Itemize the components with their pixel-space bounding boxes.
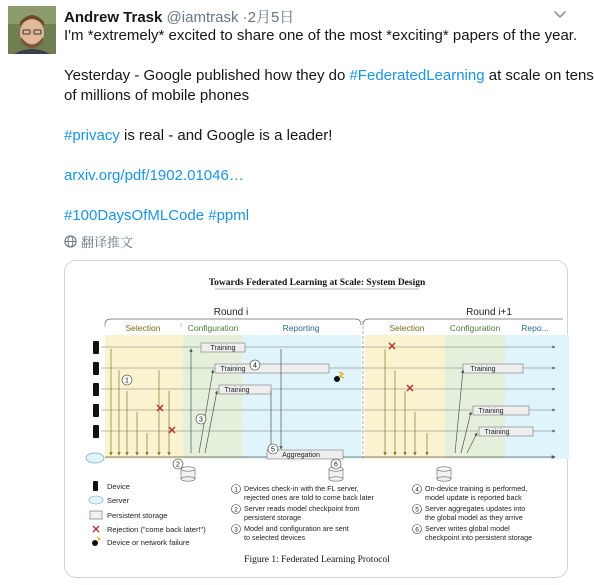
round-i-label: Round i (213, 307, 249, 318)
note-2a: Server reads model checkpoint from (244, 504, 360, 513)
figure-legend (89, 481, 206, 547)
translate-label: 翻译推文 (81, 234, 134, 250)
svg-text:2: 2 (176, 461, 180, 469)
globe-icon (64, 235, 77, 248)
svg-text:1: 1 (125, 377, 129, 385)
legend-device: Device (107, 482, 130, 491)
author-name[interactable]: Andrew Trask (64, 9, 163, 26)
tweet-line-2b: of millions of mobile phones (64, 87, 250, 104)
hashtag-100days[interactable]: #100DaysOfMLCode (64, 207, 205, 224)
hashtag-ppml[interactable]: #ppml (208, 207, 250, 224)
avatar[interactable] (8, 6, 56, 54)
device-icon (93, 383, 99, 396)
legend-server: Server (107, 496, 130, 505)
training-label: Training (484, 429, 510, 436)
phase-reporting-label: Reporting (282, 323, 320, 333)
note-6a: Server writes global model (425, 524, 510, 533)
translate-tweet[interactable] (64, 232, 133, 250)
note-5b: the global model as they arrive (425, 513, 523, 522)
author-handle[interactable]: @iamtrask (166, 9, 239, 26)
figure-notes (232, 484, 533, 542)
tweet-text-segment: Yesterday - Google published how they do (64, 67, 350, 84)
phase-reporting-label-2: Repo... (521, 323, 549, 333)
caret-down-icon[interactable] (552, 6, 568, 22)
tweet-line-1: I'm *extremely* excited to share one of the most *exciting* papers of the year. (64, 27, 578, 44)
federated-learning-diagram (65, 261, 569, 579)
device-icon (93, 341, 99, 354)
tweet-time[interactable]: 2月5日 (247, 9, 295, 26)
figure-title: Towards Federated Learning at Scale: System Design (208, 278, 426, 288)
paper-link[interactable]: arxiv.org/pdf/1902.01046… (64, 167, 244, 184)
svg-text:1: 1 (234, 486, 238, 494)
selection-phase-bg (105, 335, 183, 459)
note-6b: checkpoint into persistent storage (425, 533, 533, 542)
note-3b: to selected devices (244, 533, 306, 542)
tweet-media-figure[interactable] (64, 260, 568, 578)
reporting-phase-bg (243, 335, 361, 459)
hashtag-federated-learning[interactable]: #FederatedLearning (349, 67, 485, 84)
configuration-phase-bg-2 (445, 335, 505, 459)
note-4b: model update is reported back (425, 493, 522, 502)
svg-text:2: 2 (234, 506, 238, 514)
note-4a: On-device training is performed, (425, 484, 528, 493)
svg-text:5: 5 (415, 506, 419, 514)
note-5a: Server aggregates updates into (425, 504, 526, 513)
hashtag-privacy[interactable]: #privacy (64, 127, 120, 144)
legend-rejection: Rejection ("come back later!") (107, 525, 206, 534)
aggregation-label: Aggregation (282, 452, 320, 459)
training-label: Training (210, 345, 236, 352)
training-label: Training (470, 366, 496, 373)
separator-dot: · (242, 9, 248, 26)
tweet-line-2a (64, 66, 594, 86)
legend-failure: Device or network failure (107, 538, 190, 547)
phase-configuration-label: Configuration (187, 323, 239, 333)
reporting-phase-bg-2 (505, 335, 569, 459)
tweet-text-segment: is real - and Google is a leader! (119, 127, 333, 144)
phase-configuration-label-2: Configuration (449, 323, 501, 333)
training-label: Training (224, 387, 250, 394)
training-label: Training (220, 366, 246, 373)
note-1a: Devices check-in with the FL server, (244, 484, 359, 493)
configuration-phase-bg (183, 335, 246, 459)
svg-text:4: 4 (415, 486, 419, 494)
tweet-line-3 (64, 126, 332, 146)
avatar-image (8, 6, 56, 54)
svg-text:6: 6 (334, 461, 338, 469)
device-icon (93, 404, 99, 417)
phase-selection-label: Selection (125, 323, 161, 333)
svg-text:5: 5 (271, 446, 275, 454)
svg-text:4: 4 (253, 362, 257, 370)
persistent-storage-icon (181, 467, 451, 481)
tweet-text-segment: at scale on tens (484, 67, 594, 84)
note-2b: persistent storage (244, 513, 302, 522)
svg-text:3: 3 (234, 526, 238, 534)
round-i1-label: Round i+1 (466, 307, 512, 318)
svg-text:3: 3 (199, 416, 203, 424)
figure-caption: Figure 1: Federated Learning Protocol (244, 555, 390, 565)
training-label: Training (478, 408, 504, 415)
device-icon (93, 362, 99, 375)
note-3a: Model and configuration are sent (244, 524, 349, 533)
server-cloud-icon (86, 453, 104, 463)
legend-storage: Persistent storage (107, 511, 168, 520)
tweet-header (64, 6, 294, 26)
phase-selection-label-2: Selection (389, 323, 425, 333)
device-icon (93, 425, 99, 438)
note-1b: rejected ones are told to come back later (244, 493, 374, 502)
tweet-line-hashtags (64, 206, 249, 226)
svg-text:6: 6 (415, 526, 419, 534)
